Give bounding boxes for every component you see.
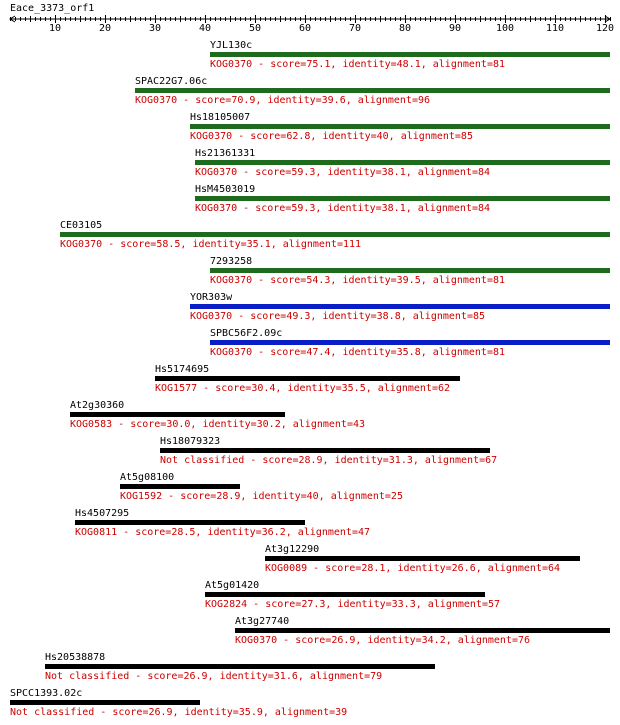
hit-alignment-bar[interactable] [60,232,610,237]
hit-alignment-bar[interactable] [45,664,435,669]
axis-tick-label: 120 [595,23,615,34]
hit-row[interactable] [60,220,610,250]
hit-alignment-bar[interactable] [210,340,610,345]
hit-info: Not classified - score=26.9, identity=31.6, alignment=79 [45,671,383,682]
hit-info: Not classified - score=28.9, identity=31.3, alignment=67 [160,455,498,466]
hit-row[interactable] [210,256,610,286]
hit-row[interactable] [195,184,610,214]
axis-tick-label: 100 [495,23,515,34]
hit-info: KOG0583 - score=30.0, identity=30.2, alignment=43 [70,419,366,430]
hit-row[interactable] [210,328,610,358]
hit-info: KOG0370 - score=58.5, identity=35.1, alignment=111 [60,239,362,250]
hit-name[interactable]: At3g12290 [265,544,320,555]
hit-alignment-bar[interactable] [120,484,240,489]
hit-info: KOG2824 - score=27.3, identity=33.3, alignment=57 [205,599,501,610]
hit-info: KOG0370 - score=59.3, identity=38.1, alignment=84 [195,167,491,178]
axis-tick-label: 90 [448,23,462,34]
hit-info: KOG0811 - score=28.5, identity=36.2, alignment=47 [75,527,371,538]
hit-alignment-bar[interactable] [195,160,610,165]
axis-tick-label: 70 [348,23,362,34]
hit-name[interactable]: At5g01420 [205,580,260,591]
hit-alignment-bar[interactable] [70,412,285,417]
hit-name[interactable]: Hs20538878 [45,652,106,663]
hit-name[interactable]: CE03105 [60,220,103,231]
hit-info: KOG0370 - score=75.1, identity=48.1, alignment=81 [210,59,506,70]
hit-name[interactable]: SPBC56F2.09c [210,328,283,339]
hit-name[interactable]: SPAC22G7.06c [135,76,208,87]
hit-info: Not classified - score=26.9, identity=35.9, alignment=39 [10,707,348,718]
hit-alignment-bar[interactable] [155,376,460,381]
hit-name[interactable]: At5g08100 [120,472,175,483]
hit-name[interactable]: HsM4503019 [195,184,256,195]
hit-alignment-bar[interactable] [10,700,200,705]
hit-name[interactable]: At2g30360 [70,400,125,411]
hit-info: KOG0370 - score=54.3, identity=39.5, alignment=81 [210,275,506,286]
hit-name[interactable]: SPCC1393.02c [10,688,83,699]
hit-info: KOG0370 - score=62.8, identity=40, alignment=85 [190,131,473,142]
axis-tick-label: 110 [545,23,565,34]
hit-name[interactable]: YOR303w [190,292,233,303]
hit-name[interactable]: YJL130c [210,40,253,51]
hit-row[interactable] [135,76,610,106]
axis-tick-label: 30 [148,23,162,34]
hit-row[interactable] [160,436,497,466]
axis-tick-label: 20 [98,23,112,34]
hit-name[interactable]: Hs5174695 [155,364,210,375]
hit-row[interactable] [10,688,347,718]
hit-name[interactable]: At3g27740 [235,616,290,627]
hit-name[interactable]: Hs18079323 [160,436,221,447]
hit-name[interactable]: Hs4507295 [75,508,130,519]
hit-alignment-bar[interactable] [210,268,610,273]
hit-row[interactable] [75,508,370,538]
hit-alignment-bar[interactable] [160,448,490,453]
hit-alignment-bar[interactable] [190,124,610,129]
hit-alignment-bar[interactable] [205,592,485,597]
hit-row[interactable] [120,472,403,502]
hit-row[interactable] [205,580,500,610]
hit-info: KOG0370 - score=49.3, identity=38.8, alignment=85 [190,311,486,322]
hit-row[interactable] [190,292,610,322]
hit-name[interactable]: Hs18105007 [190,112,251,123]
hit-alignment-bar[interactable] [210,52,610,57]
hit-info: KOG1592 - score=28.9, identity=40, alignment=25 [120,491,403,502]
axis-tick-label: 40 [198,23,212,34]
hit-alignment-bar[interactable] [265,556,580,561]
hit-row[interactable] [195,148,610,178]
hit-info: KOG0370 - score=70.9, identity=39.6, alignment=96 [135,95,431,106]
hit-alignment-bar[interactable] [195,196,610,201]
axis-tick-label: 10 [48,23,62,34]
hit-info: KOG0370 - score=47.4, identity=35.8, alignment=81 [210,347,506,358]
hit-alignment-bar[interactable] [75,520,305,525]
hit-row[interactable] [190,112,610,142]
position-axis [10,15,614,34]
hit-alignment-bar[interactable] [190,304,610,309]
hit-row[interactable] [235,616,610,646]
hit-row[interactable] [155,364,460,394]
hit-name[interactable]: Hs21361331 [195,148,256,159]
hit-info: KOG0089 - score=28.1, identity=26.6, alignment=64 [265,563,561,574]
hit-list [10,40,610,718]
axis-tick-label: 80 [398,23,412,34]
hit-row[interactable] [265,544,580,574]
hit-alignment-bar[interactable] [235,628,610,633]
hit-info: KOG0370 - score=59.3, identity=38.1, alignment=84 [195,203,491,214]
axis-tick-label: 60 [298,23,312,34]
hit-alignment-bar[interactable] [135,88,610,93]
axis-tick-label: 50 [248,23,262,34]
query-title: Eace_3373_orf1 [10,3,95,14]
hit-row[interactable] [210,40,610,70]
hit-name[interactable]: 7293258 [210,256,253,267]
hit-info: KOG0370 - score=26.9, identity=34.2, alignment=76 [235,635,531,646]
hit-row[interactable] [45,652,435,682]
hit-row[interactable] [70,400,365,430]
hit-info: KOG1577 - score=30.4, identity=35.5, alignment=62 [155,383,451,394]
